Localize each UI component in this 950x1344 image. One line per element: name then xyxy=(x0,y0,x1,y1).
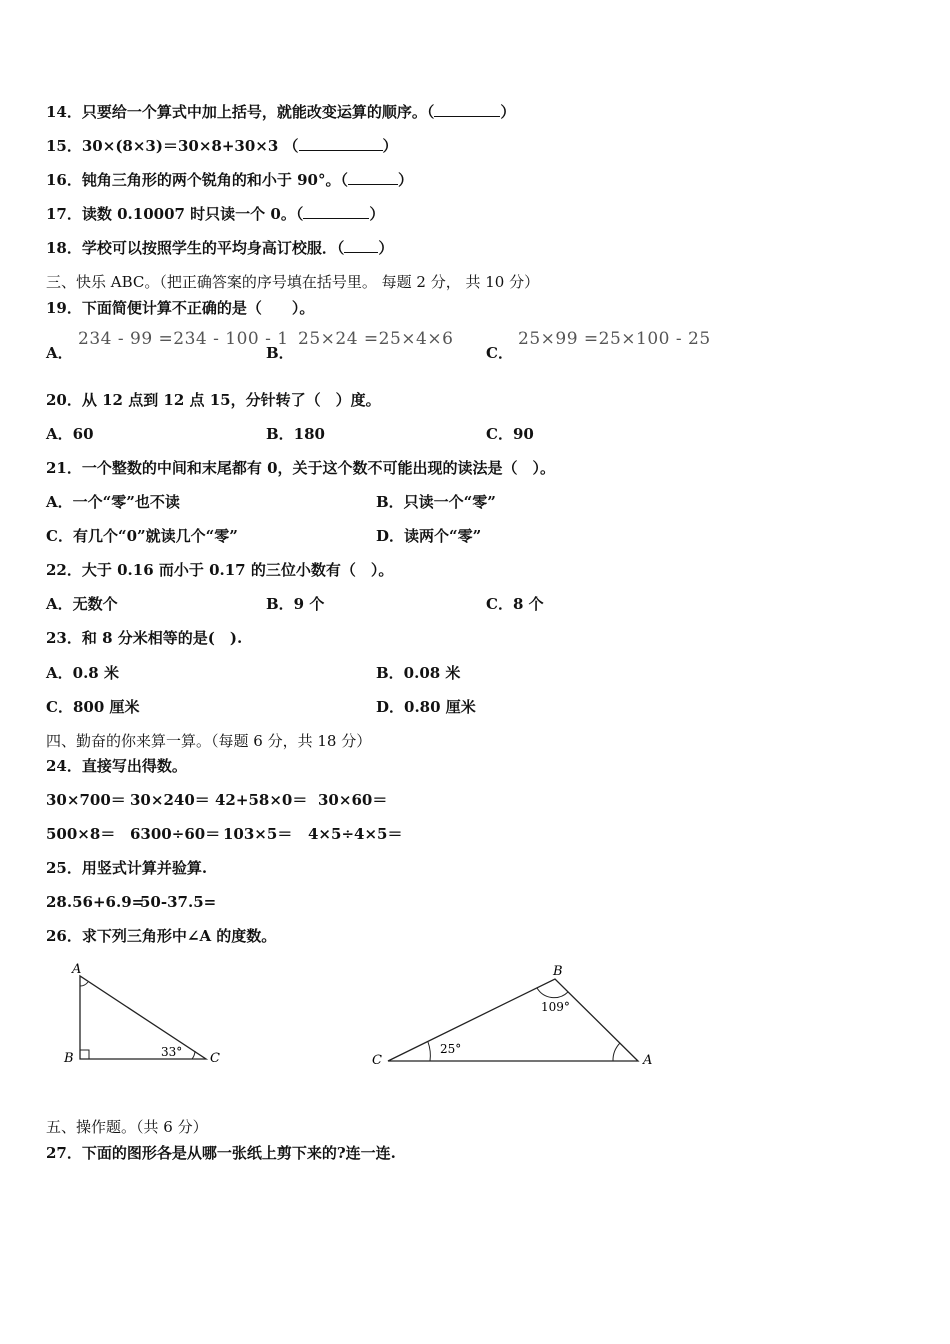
q18-text: 学校可以按照学生的平均身高订校服．（ xyxy=(81,239,345,257)
question-14 xyxy=(46,102,515,122)
q24-item: 6300÷60＝ xyxy=(130,825,221,843)
q21-option-d[interactable]: D．读两个“零” xyxy=(376,527,482,545)
q24-item: 103×5＝ xyxy=(223,825,293,843)
vertex-c-label: C xyxy=(210,1051,220,1066)
q20-option-c[interactable]: C．90 xyxy=(486,425,534,443)
q16-answer-blank[interactable] xyxy=(348,170,398,185)
triangle-2-outline xyxy=(388,979,638,1061)
question-18 xyxy=(46,238,393,258)
vertex-a-label: A xyxy=(72,962,82,977)
angle-b-value: 109° xyxy=(541,1000,570,1014)
q22-option-b[interactable]: B．9 个 xyxy=(266,595,325,613)
q24-item: 42+58×0＝ xyxy=(215,791,308,809)
section-5-title: 五、操作题。（共 6 分） xyxy=(46,1118,208,1136)
q19-option-a-label[interactable]: A． xyxy=(46,344,73,362)
section-3-title: 三、快乐 ABC。（把正确答案的序号填在括号里。 每题 2 分， 共 10 分） xyxy=(46,273,540,291)
angle-c-value: 33° xyxy=(161,1045,183,1059)
q14-number: 14． xyxy=(46,103,82,121)
q18-answer-blank[interactable] xyxy=(344,238,378,253)
question-16 xyxy=(46,170,413,190)
q24-item: 30×700＝ xyxy=(46,791,126,809)
q23-option-b[interactable]: B．0.08 米 xyxy=(376,664,461,682)
q19-option-c-expression: 25×99 =25×100 - 25 xyxy=(518,329,711,349)
q15-number: 15． xyxy=(46,137,82,155)
q17-text: 读数 0.10007 时只读一个 0。（ xyxy=(81,205,304,223)
right-angle-mark xyxy=(80,1050,89,1059)
q15-text: 30×(8×3)＝30×8+30×3 （ xyxy=(81,137,299,155)
q19-option-b-label[interactable]: B． xyxy=(266,344,294,362)
question-15 xyxy=(46,136,398,156)
q25-item: 28.56+6.9= xyxy=(46,893,145,911)
q19-option-c-label[interactable]: C． xyxy=(486,344,513,362)
q20-option-b[interactable]: B．180 xyxy=(266,425,325,443)
vertex-b-label: B xyxy=(553,964,563,979)
angle-a-arc xyxy=(80,982,88,986)
q18-close: ） xyxy=(378,239,394,257)
q20-stem: 20．从 12 点到 12 点 15，分针转了（ ）度。 xyxy=(46,391,381,409)
q16-number: 16． xyxy=(46,171,82,189)
q25-item: 50-37.5= xyxy=(140,893,217,911)
q17-number: 17． xyxy=(46,205,82,223)
angle-c-value: 25° xyxy=(440,1042,462,1056)
q17-answer-blank[interactable] xyxy=(303,204,369,219)
q23-option-a[interactable]: A．0.8 米 xyxy=(46,664,119,682)
q18-number: 18． xyxy=(46,239,82,257)
angle-b-arc xyxy=(537,988,568,998)
angle-c-arc xyxy=(428,1042,430,1061)
vertex-b-label: B xyxy=(64,1051,74,1066)
q22-stem: 22．大于 0.16 而小于 0.17 的三位小数有（ ）。 xyxy=(46,561,394,579)
q24-item: 500×8＝ xyxy=(46,825,116,843)
q23-stem: 23．和 8 分米相等的是( ). xyxy=(46,629,243,647)
triangle-1-outline xyxy=(80,976,206,1059)
q25-stem: 25．用竖式计算并验算. xyxy=(46,859,208,877)
q24-stem: 24．直接写出得数。 xyxy=(46,757,187,775)
q22-option-a[interactable]: A．无数个 xyxy=(46,595,118,613)
right-triangle-figure xyxy=(58,956,228,1068)
angle-c-arc xyxy=(192,1051,195,1059)
angle-a-arc xyxy=(613,1043,620,1061)
q21-option-c[interactable]: C．有几个“0”就读几个“零” xyxy=(46,527,238,545)
q17-close: ） xyxy=(369,205,385,223)
q19-option-a-expression: 234 - 99 =234 - 100 - 1 xyxy=(78,329,289,349)
q15-close: ） xyxy=(382,137,398,155)
question-17 xyxy=(46,204,384,224)
q27-stem: 27．下面的图形各是从哪一张纸上剪下来的?连一连. xyxy=(46,1144,396,1162)
q14-text: 只要给一个算式中加上括号，就能改变运算的顺序。（ xyxy=(81,103,435,121)
q14-close: ） xyxy=(500,103,516,121)
q24-item: 30×240＝ xyxy=(130,791,210,809)
q19-stem: 19．下面简便计算不正确的是（ ）。 xyxy=(46,299,315,317)
q26-stem: 26．求下列三角形中∠A 的度数。 xyxy=(46,927,277,945)
q14-answer-blank[interactable] xyxy=(434,102,500,117)
vertex-a-label: A xyxy=(643,1053,653,1068)
obtuse-triangle-figure xyxy=(366,956,666,1072)
q21-option-a[interactable]: A．一个“零”也不读 xyxy=(46,493,180,511)
q21-stem: 21．一个整数的中间和末尾都有 0，关于这个数不可能出现的读法是（ ）。 xyxy=(46,459,556,477)
q19-option-b-expression: 25×24 =25×4×6 xyxy=(298,329,454,349)
q24-item: 30×60＝ xyxy=(318,791,388,809)
q16-close: ） xyxy=(397,171,413,189)
q24-item: 4×5÷4×5＝ xyxy=(308,825,403,843)
q23-option-c[interactable]: C．800 厘米 xyxy=(46,698,140,716)
q21-option-b[interactable]: B．只读一个“零” xyxy=(376,493,496,511)
q20-option-a[interactable]: A．60 xyxy=(46,425,94,443)
q16-text: 钝角三角形的两个锐角的和小于 90°。（ xyxy=(81,171,348,189)
q23-option-d[interactable]: D．0.80 厘米 xyxy=(376,698,476,716)
vertex-c-label: C xyxy=(372,1053,382,1068)
section-4-title: 四、勤奋的你来算一算。（每题 6 分，共 18 分） xyxy=(46,732,372,750)
q15-answer-blank[interactable] xyxy=(299,136,383,151)
q22-option-c[interactable]: C．8 个 xyxy=(486,595,544,613)
